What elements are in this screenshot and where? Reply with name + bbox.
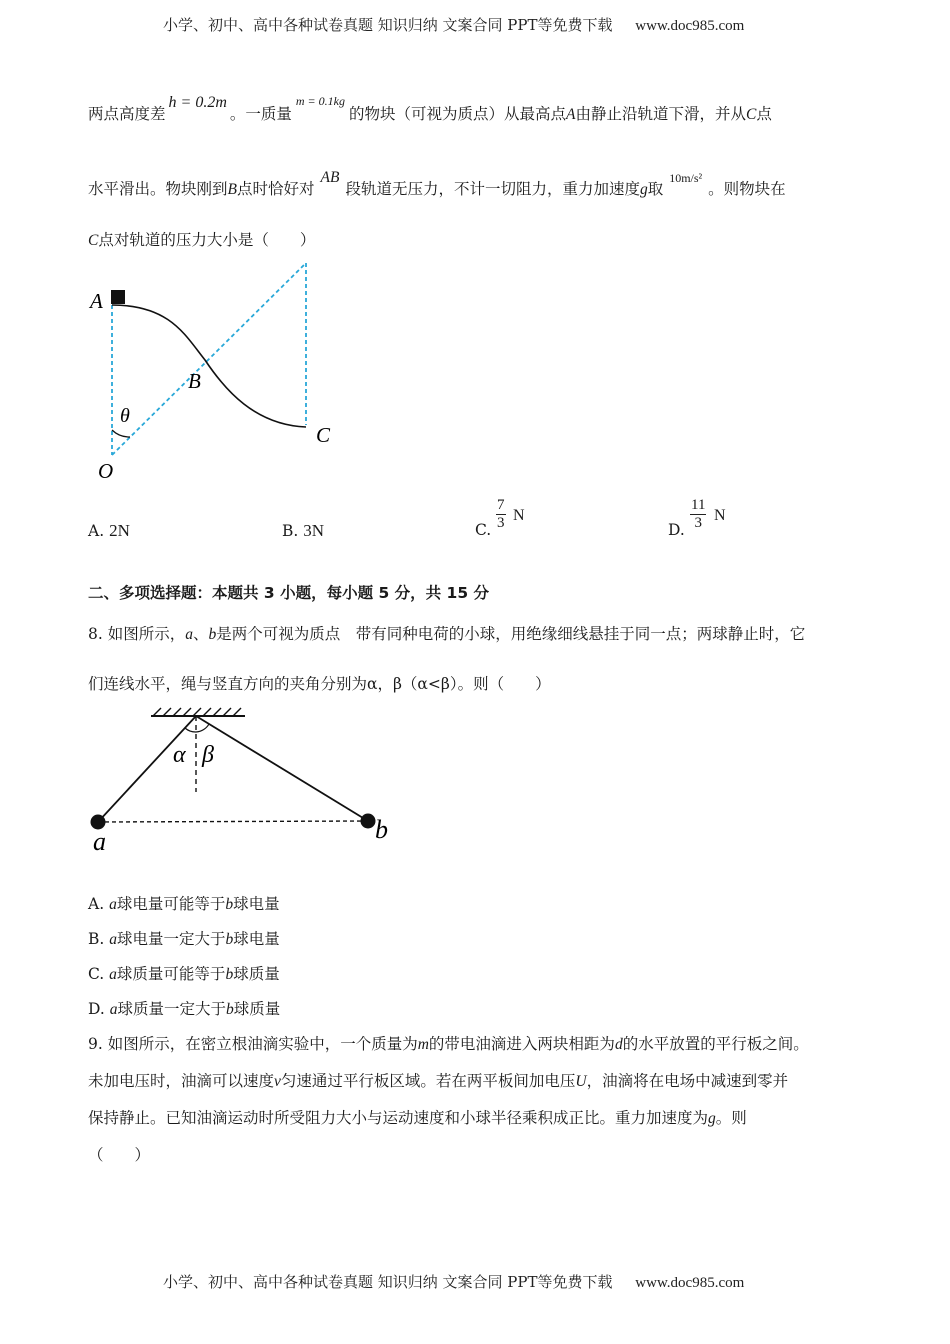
angle-arc: [112, 430, 130, 437]
option-B[interactable]: [282, 521, 324, 541]
q7-text: 点: [756, 105, 772, 123]
option-D-fraction: [690, 497, 706, 532]
gravity-symbol: g: [708, 1110, 716, 1127]
label-theta: θ: [120, 405, 130, 427]
block: [111, 290, 125, 304]
label-C: C: [316, 423, 331, 447]
q7-line2: [88, 169, 786, 199]
q9-text: 的水平放置的平行板之间。: [622, 1035, 809, 1053]
q8-line1: [88, 622, 805, 644]
string-a: [98, 716, 196, 822]
q7-text: 。一质量: [229, 105, 292, 123]
q8-option-D[interactable]: [88, 997, 280, 1019]
q7-text: 由静止沿轨道下滑，并从: [575, 105, 746, 123]
q7-line1: [88, 94, 772, 124]
option-text: 球电量: [233, 930, 280, 948]
option-value: 3N: [303, 521, 325, 540]
ball-symbol: b: [225, 966, 234, 983]
point-label: B: [227, 181, 237, 198]
page-header: [163, 14, 744, 35]
q7-text: 点对轨道的压力大小是（ ）: [98, 231, 316, 249]
segment-label: AB: [320, 169, 340, 186]
height-formula: h = 0.2m: [168, 94, 227, 111]
q7-text: 。则物块在: [708, 180, 786, 198]
option-text: 球质量: [233, 965, 280, 983]
mass-symbol: m: [417, 1036, 429, 1053]
option-C-fraction: [496, 497, 506, 532]
option-value: 2N: [109, 521, 130, 540]
dashed-line-OB: [112, 263, 306, 455]
ceiling-hatching: [153, 708, 241, 716]
option-A[interactable]: [88, 521, 130, 541]
ball-symbol: a: [109, 966, 117, 983]
q8-text: 8. 如图所示，: [88, 625, 186, 643]
curved-track: [112, 305, 306, 427]
header-text: 小学、初中、高中各种试卷真题 知识归纳 文案合同 PPT等免费下载: [163, 16, 613, 34]
footer-text: 小学、初中、高中各种试卷真题 知识归纳 文案合同 PPT等免费下载: [163, 1273, 613, 1291]
q7-text: 两点高度差: [88, 105, 166, 123]
option-C-unit: N: [513, 507, 525, 524]
gravity-value: 10m/s²: [669, 171, 703, 185]
ball-a-symbol: a: [185, 626, 193, 643]
q7-track-diagram: [80, 250, 360, 490]
q8-pendulum-diagram: [85, 700, 405, 860]
point-label: C: [745, 106, 757, 123]
label-b: b: [375, 815, 388, 844]
q8-text: 、: [192, 625, 209, 643]
q7-text: 点时恰好对: [236, 180, 315, 198]
label-A: A: [90, 289, 103, 313]
angle-arc-alpha: [185, 728, 196, 732]
ball-b-symbol: b: [208, 626, 217, 643]
option-text: 球质量: [233, 1000, 281, 1018]
option-letter: B.: [282, 522, 299, 540]
q9-text: 。则: [715, 1109, 747, 1127]
q8-option-B[interactable]: [88, 927, 280, 949]
q9-line2: [88, 1069, 788, 1091]
q9-text: 的带电油滴进入两块相距为: [428, 1035, 615, 1053]
distance-symbol: d: [614, 1036, 623, 1053]
page-footer: [163, 1271, 744, 1292]
option-letter: A.: [88, 895, 105, 913]
ball-b: [361, 814, 376, 829]
option-letter: B.: [88, 930, 105, 948]
footer-url: www.doc985.com: [635, 1275, 745, 1291]
option-letter: C.: [475, 521, 492, 539]
ball-symbol: b: [225, 931, 234, 948]
q8-option-C[interactable]: [88, 962, 280, 984]
fraction-numerator: 11: [691, 497, 706, 513]
mass-formula: m = 0.1kg: [295, 94, 345, 108]
q8-line2: 们连线水平，绳与竖直方向的夹角分别为α，β（α<β）。则（ ）: [88, 675, 551, 693]
option-D-unit: N: [714, 507, 726, 524]
q9-text: ，油滴将在电场中减速到零并: [586, 1072, 789, 1090]
option-text: 球电量可能等于: [116, 895, 226, 913]
q8-text: 是两个可视为质点 带有同种电荷的小球，用绝缘细线悬挂于同一点；两球静止时，它: [216, 625, 806, 643]
fraction-denominator: 3: [694, 515, 702, 531]
q9-text: 9. 如图所示，在密立根油滴实验中，一个质量为: [88, 1035, 418, 1053]
option-letter: A.: [88, 522, 105, 540]
option-C[interactable]: [475, 521, 491, 539]
ball-symbol: b: [226, 1001, 234, 1018]
q7-text: 取: [647, 180, 664, 198]
label-B: B: [188, 369, 201, 393]
option-text: 球电量一定大于: [117, 930, 226, 948]
q9-text: 匀速通过平行板区域。若在两平板间加电压: [280, 1072, 576, 1090]
q7-text: 段轨道无压力，不计一切阻力，重力加速度: [345, 180, 640, 198]
option-letter: D.: [668, 521, 685, 539]
label-O: O: [98, 459, 114, 483]
q8-option-A[interactable]: [88, 892, 280, 914]
option-D[interactable]: [668, 521, 685, 539]
option-letter: D.: [88, 1000, 105, 1018]
q7-text: 水平滑出。物块刚到: [88, 180, 228, 198]
voltage-symbol: U: [575, 1073, 587, 1090]
label-beta: β: [202, 742, 214, 768]
point-label: C: [88, 232, 99, 249]
ball-symbol: a: [109, 1001, 118, 1018]
connecting-dashed: [98, 821, 368, 822]
label-alpha: α: [173, 742, 186, 768]
ball-symbol: a: [109, 896, 117, 913]
section-title: 二、多项选择题：本题共 3 小题，每小题 5 分，共 15 分: [88, 584, 490, 602]
q9-line4: （ ）: [88, 1146, 151, 1164]
q9-line1: [88, 1032, 809, 1054]
point-label: A: [566, 106, 576, 123]
option-text: 球质量一定大于: [117, 1000, 227, 1018]
q9-text: 保持静止。已知油滴运动时所受阻力大小与运动速度和小球半径乘积成正比。重力加速度为: [88, 1109, 709, 1127]
ball-symbol: b: [225, 896, 234, 913]
fraction-denominator: 3: [497, 515, 505, 531]
gravity-symbol: g: [639, 181, 648, 198]
string-b: [196, 716, 368, 821]
ball-symbol: a: [109, 931, 118, 948]
option-text: 球电量: [233, 895, 280, 913]
q9-line3: [88, 1106, 747, 1128]
q9-text: 未加电压时，油滴可以速度: [88, 1072, 275, 1090]
angle-arc-beta: [196, 724, 209, 732]
fraction-numerator: 7: [497, 497, 505, 513]
label-a: a: [93, 827, 106, 856]
velocity-symbol: v: [274, 1073, 281, 1090]
header-url: www.doc985.com: [635, 18, 745, 34]
q7-text: 的物块（可视为质点）从最高点: [348, 105, 566, 123]
option-letter: C.: [88, 965, 105, 983]
q7-line3: [88, 228, 315, 250]
option-text: 球质量可能等于: [116, 965, 226, 983]
